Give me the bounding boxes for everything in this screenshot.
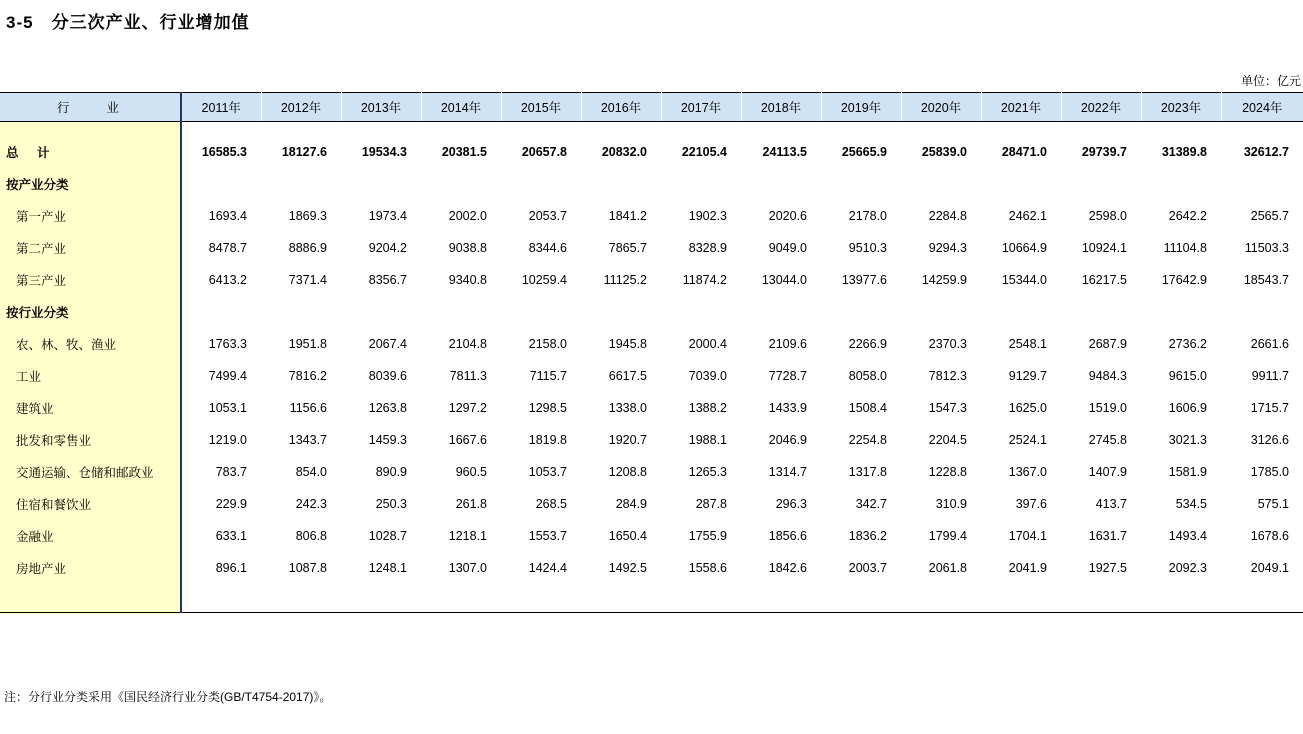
column-header-year: 2014年 [421,93,501,122]
cell-value: 3021.3 [1168,433,1207,447]
cell-value: 1367.0 [1008,465,1047,479]
cell-value: 1208.8 [608,465,647,479]
cell-value: 633.1 [215,529,247,543]
cell-value: 1841.2 [608,209,647,223]
cell-value: 2104.8 [448,337,487,351]
cell-value: 7371.4 [288,273,327,287]
cell-value [341,168,421,200]
column-header-year: 2024年 [1221,93,1303,122]
cell-value: 2661.6 [1250,337,1289,351]
cell-value [181,296,261,328]
cell-value: 1631.7 [1088,529,1127,543]
cell-value: 2284.8 [928,209,967,223]
bottom-border-rowhead [0,613,181,614]
cell-value: 10664.9 [1001,241,1047,255]
cell-value: 1856.6 [768,529,807,543]
cell-value: 8886.9 [288,241,327,255]
cell-value: 2002.0 [448,209,487,223]
cell-value [1221,296,1303,328]
cell-value: 2548.1 [1008,337,1047,351]
cell-value: 29739.7 [1081,145,1127,159]
row-label: 第二产业 [16,242,67,256]
cell-value: 229.9 [215,497,247,511]
cell-value: 2370.3 [928,337,967,351]
cell-value: 1317.8 [848,465,887,479]
column-header-year: 2020年 [901,93,981,122]
column-header-year: 2023年 [1141,93,1221,122]
spacer-cells [181,598,1303,613]
cell-value: 1715.7 [1250,401,1289,415]
cell-value: 1307.0 [448,561,487,575]
cell-value: 9615.0 [1168,369,1207,383]
cell-value: 1581.9 [1168,465,1207,479]
cell-value: 2020.6 [768,209,807,223]
cell-value: 1388.2 [688,401,727,415]
cell-value: 18127.6 [281,145,327,159]
table-row [0,200,1303,232]
cell-value: 287.8 [695,497,727,511]
cell-value [501,168,581,200]
cell-value: 1951.8 [288,337,327,351]
column-header-year: 2018年 [741,93,821,122]
cell-value: 2745.8 [1088,433,1127,447]
cell-value: 2092.3 [1168,561,1207,575]
cell-value: 310.9 [935,497,967,511]
cell-value [421,168,501,200]
cell-value [661,168,741,200]
cell-value: 2109.6 [768,337,807,351]
cell-value: 1297.2 [448,401,487,415]
cell-value: 32612.7 [1243,145,1289,159]
cell-value: 1338.0 [608,401,647,415]
spacer-cells [181,584,1303,598]
cell-value: 1927.5 [1088,561,1127,575]
cell-value [1221,168,1303,200]
table-row [0,360,1303,392]
table-note: 注：分行业分类采用《国民经济行业分类(GB/T4754-2017)》。 [4,690,332,704]
cell-value: 20657.8 [521,145,567,159]
cell-value: 1945.8 [608,337,647,351]
row-label: 工业 [16,370,42,384]
cell-value: 7816.2 [288,369,327,383]
table-row [0,520,1303,552]
cell-value: 9510.3 [848,241,887,255]
cell-value: 1902.3 [688,209,727,223]
cell-value: 20381.5 [441,145,487,159]
cell-value: 1693.4 [208,209,247,223]
cell-value: 1493.4 [1168,529,1207,543]
cell-value: 1988.1 [688,433,727,447]
cell-value: 1836.2 [848,529,887,543]
cell-value: 31389.8 [1161,145,1207,159]
cell-value: 806.8 [295,529,327,543]
row-label: 批发和零售业 [16,434,92,448]
cell-value: 2061.8 [928,561,967,575]
cell-value: 7499.4 [208,369,247,383]
cell-value: 1263.8 [368,401,407,415]
cell-value: 2046.9 [768,433,807,447]
cell-value: 10924.1 [1081,241,1127,255]
cell-value: 2204.5 [928,433,967,447]
row-label: 房地产业 [16,562,67,576]
cell-value: 1819.8 [528,433,567,447]
cell-value [981,296,1061,328]
cell-value: 896.1 [215,561,247,575]
column-header-year: 2022年 [1061,93,1141,122]
cell-value: 1842.6 [768,561,807,575]
table-header [0,93,1303,122]
row-label: 建筑业 [16,402,54,416]
cell-value: 20832.0 [601,145,647,159]
spacer-rowhead [0,122,181,137]
cell-value: 2041.9 [1008,561,1047,575]
column-header-year: 2013年 [341,93,421,122]
table-row [0,488,1303,520]
cell-value: 1553.7 [528,529,567,543]
cell-value: 2003.7 [848,561,887,575]
cell-value: 342.7 [855,497,887,511]
cell-value: 8039.6 [368,369,407,383]
cell-value: 2598.0 [1088,209,1127,223]
cell-value: 1156.6 [289,401,327,415]
cell-value: 9049.0 [768,241,807,255]
cell-value: 14259.9 [921,273,967,287]
cell-value: 284.9 [615,497,647,511]
table-spacer-row [0,584,1303,598]
cell-value [1061,168,1141,200]
cell-value: 9129.7 [1008,369,1047,383]
cell-value: 11125.2 [603,273,647,287]
row-label: 住宿和餐饮业 [16,498,92,512]
cell-value: 1298.5 [528,401,567,415]
column-header-year: 2016年 [581,93,661,122]
cell-value: 22105.4 [681,145,727,159]
cell-value: 1053.1 [208,401,247,415]
cell-value: 10259.4 [521,273,567,287]
table-row [0,328,1303,360]
cell-value: 575.1 [1257,497,1289,511]
cell-value [1061,296,1141,328]
row-label: 农、林、牧、渔业 [16,338,117,352]
cell-value: 1492.5 [608,561,647,575]
cell-value: 11874.2 [682,273,727,287]
cell-value: 8058.0 [848,369,887,383]
cell-value: 1558.6 [688,561,727,575]
cell-value: 296.3 [775,497,807,511]
cell-value: 9340.8 [448,273,487,287]
cell-value: 1625.0 [1008,401,1047,415]
industry-value-added-table [0,92,1303,613]
cell-value: 1407.9 [1088,465,1127,479]
cell-value: 268.5 [535,497,567,511]
cell-value: 2266.9 [848,337,887,351]
table-bottom-border [0,613,1303,614]
cell-value: 1755.9 [688,529,727,543]
cell-value: 1920.7 [608,433,647,447]
cell-value [581,168,661,200]
cell-value: 1763.3 [208,337,247,351]
table-row [0,168,1303,200]
cell-value: 7811.3 [449,369,487,383]
cell-value: 2254.8 [848,433,887,447]
table-row [0,296,1303,328]
cell-value [741,296,821,328]
table-row [0,424,1303,456]
cell-value: 1678.6 [1250,529,1289,543]
cell-value: 6617.5 [608,369,647,383]
cell-value: 17642.9 [1161,273,1207,287]
table-row [0,136,1303,168]
page-title-number: 3-5 [6,13,34,32]
row-label: 交通运输、仓储和邮政业 [16,466,154,480]
cell-value: 2462.1 [1008,209,1047,223]
cell-value: 1869.3 [288,209,327,223]
row-label: 按行业分类 [6,306,69,320]
column-header-year: 2017年 [661,93,741,122]
cell-value: 1508.4 [848,401,887,415]
cell-value: 1248.1 [368,561,407,575]
cell-value [661,296,741,328]
cell-value: 19534.3 [361,145,407,159]
column-header-year: 2011年 [181,93,261,122]
cell-value: 1973.4 [368,209,407,223]
cell-value [1141,168,1221,200]
cell-value: 1087.8 [288,561,327,575]
cell-value: 1547.3 [928,401,967,415]
page-title [6,8,250,33]
cell-value: 1519.0 [1088,401,1127,415]
cell-value: 24113.5 [762,145,807,159]
cell-value: 2524.1 [1008,433,1047,447]
table-row [0,456,1303,488]
cell-value: 1314.7 [768,465,807,479]
cell-value: 2053.7 [528,209,567,223]
cell-value: 2049.1 [1250,561,1289,575]
cell-value [261,168,341,200]
cell-value: 890.9 [375,465,407,479]
cell-value: 1433.9 [768,401,807,415]
cell-value: 534.5 [1175,497,1207,511]
row-label: 按产业分类 [6,178,69,192]
cell-value [501,296,581,328]
cell-value: 1704.1 [1008,529,1047,543]
cell-value: 2178.0 [848,209,887,223]
row-label: 第一产业 [16,210,67,224]
cell-value [821,296,901,328]
cell-value: 9038.8 [448,241,487,255]
cell-value: 7728.7 [768,369,807,383]
column-header-year: 2015年 [501,93,581,122]
table-row [0,392,1303,424]
cell-value: 1799.4 [928,529,967,543]
cell-value: 2000.4 [688,337,727,351]
cell-value: 8328.9 [688,241,727,255]
cell-value: 783.7 [215,465,247,479]
cell-value: 1650.4 [608,529,647,543]
cell-value: 1785.0 [1250,465,1289,479]
cell-value: 7812.3 [928,369,967,383]
cell-value: 397.6 [1015,497,1047,511]
cell-value: 8356.7 [368,273,407,287]
table-spacer-row [0,598,1303,613]
unit-label: 单位：亿元 [1240,74,1301,88]
cell-value [1141,296,1221,328]
cell-value: 11503.3 [1244,241,1289,255]
row-label: 金融业 [16,530,54,544]
page-title-text: 分三次产业、行业增加值 [51,13,250,32]
cell-value [341,296,421,328]
row-label: 第三产业 [16,274,67,288]
cell-value: 1053.7 [528,465,567,479]
cell-value: 25665.9 [841,145,887,159]
cell-value: 6413.2 [208,273,247,287]
cell-value: 16217.5 [1081,273,1127,287]
cell-value: 8344.6 [528,241,567,255]
cell-value: 1606.9 [1168,401,1207,415]
spacer-rowhead [0,598,181,613]
cell-value: 18543.7 [1243,273,1289,287]
cell-value: 9294.3 [928,241,967,255]
cell-value: 9204.2 [368,241,407,255]
cell-value: 2736.2 [1168,337,1207,351]
table-body [0,122,1303,614]
cell-value: 15344.0 [1001,273,1047,287]
cell-value: 3126.6 [1250,433,1289,447]
cell-value [981,168,1061,200]
cell-value: 7865.7 [608,241,647,255]
cell-value: 1459.3 [368,433,407,447]
column-header-year: 2019年 [821,93,901,122]
cell-value [821,168,901,200]
cell-value [421,296,501,328]
table-row [0,552,1303,584]
cell-value: 7115.7 [529,369,567,383]
cell-value: 242.3 [295,497,327,511]
table-spacer-row [0,122,1303,137]
cell-value: 1424.4 [528,561,567,575]
cell-value: 2687.9 [1088,337,1127,351]
cell-value: 1219.0 [208,433,247,447]
cell-value: 1265.3 [688,465,727,479]
column-header-year: 2021年 [981,93,1061,122]
cell-value: 9484.3 [1088,369,1127,383]
cell-value: 1343.7 [288,433,327,447]
cell-value [261,296,341,328]
table-row [0,232,1303,264]
cell-value [741,168,821,200]
cell-value [901,168,981,200]
cell-value: 2067.4 [368,337,407,351]
cell-value: 2642.2 [1168,209,1207,223]
table-row [0,264,1303,296]
cell-value: 250.3 [375,497,407,511]
cell-value: 16585.3 [201,145,247,159]
cell-value: 2565.7 [1250,209,1289,223]
cell-value: 854.0 [295,465,327,479]
cell-value [581,296,661,328]
cell-value: 7039.0 [688,369,727,383]
cell-value [901,296,981,328]
spacer-cells [181,122,1303,137]
column-header-industry: 行 业 [0,93,181,122]
column-header-year: 2012年 [261,93,341,122]
cell-value: 1218.1 [448,529,487,543]
cell-value: 9911.7 [1251,369,1289,383]
row-label: 总 计 [6,146,53,160]
cell-value: 960.5 [455,465,487,479]
cell-value: 13977.6 [841,273,887,287]
cell-value: 1028.7 [368,529,407,543]
cell-value: 413.7 [1095,497,1127,511]
cell-value: 261.8 [455,497,487,511]
cell-value: 13044.0 [761,273,807,287]
cell-value: 28471.0 [1001,145,1047,159]
cell-value: 1667.6 [448,433,487,447]
cell-value: 2158.0 [528,337,567,351]
cell-value: 8478.7 [208,241,247,255]
cell-value: 1228.8 [928,465,967,479]
cell-value: 25839.0 [921,145,967,159]
table-header-row [0,93,1303,122]
spacer-rowhead [0,584,181,598]
cell-value [181,168,261,200]
cell-value: 11104.8 [1163,241,1207,255]
bottom-border-cells [181,613,1303,614]
